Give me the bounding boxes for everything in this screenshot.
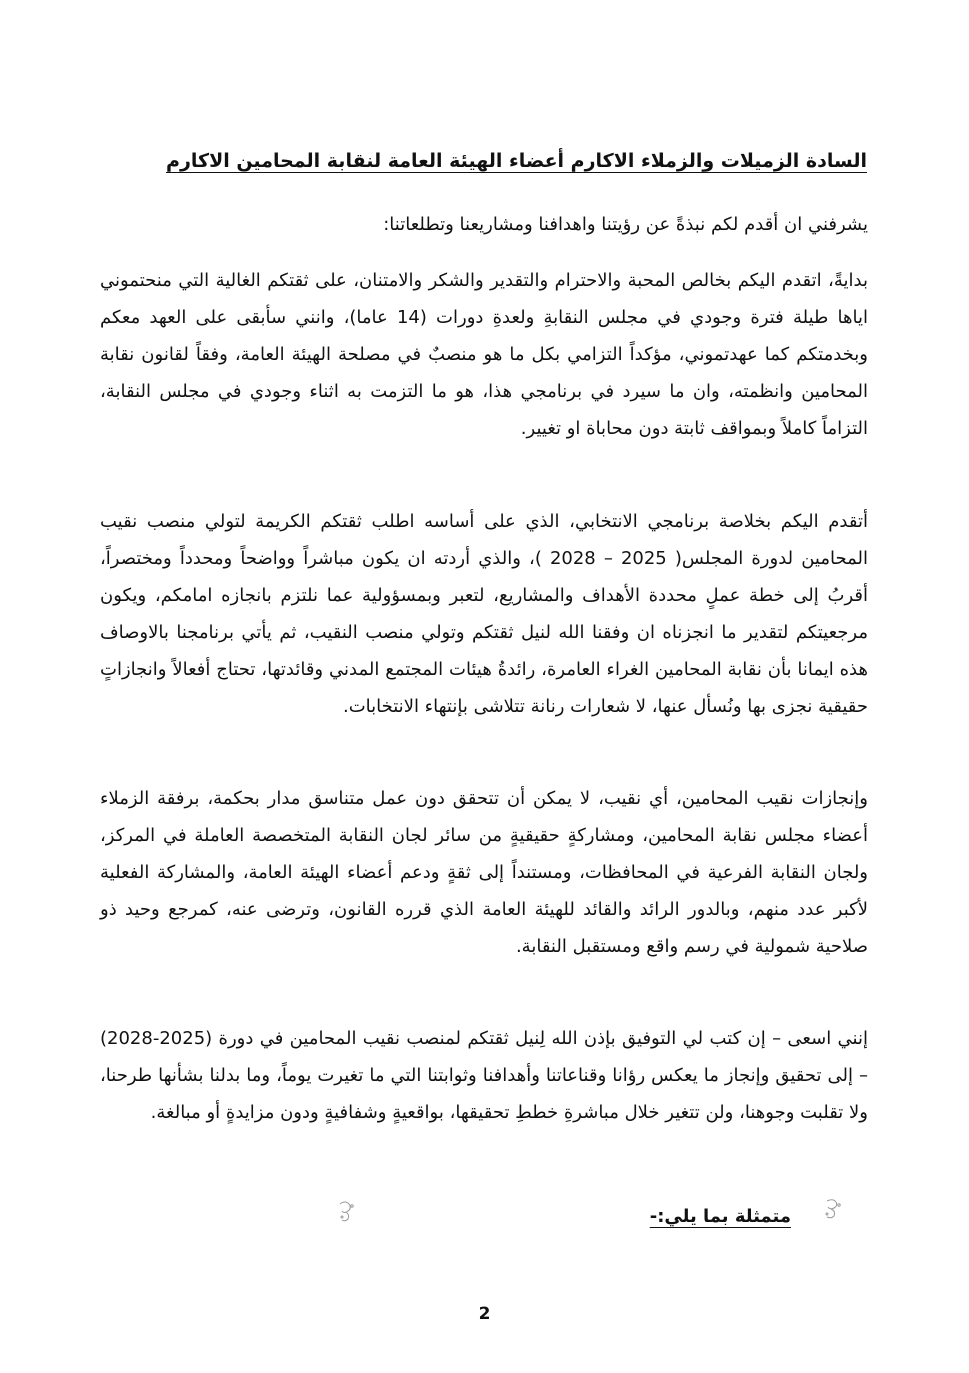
page-number: 2 <box>478 1304 491 1324</box>
document-heading: السادة الزميلات والزملاء الاكارم أعضاء الهيئة العامة لنقابة المحامين الاكارم <box>166 150 867 172</box>
paragraph-3: وإنجازات نقيب المحامين، أي نقيب، لا يمكن أن تتحقق دون عمل متناسق مدار بحكمة، برفقة الزملاء أعضاء مجلس نقابة المحامين، ومشاركةٍ حقيقيةٍ من سائر لجان النقابة المتخصصة العاملة في المركز، ولجان النقابة الفرعية في المحافظات، ومستنداً إلى ثقةٍ ودعم أعضاء الهيئة العامة، والمشاركة الفعلية لأكبر عدد منهم، وبالدور الرائد والقائد للهيئة العامة الذي قرره القانون، وترضى عنه، كمرجع وحيد ذو صلاحية شمولية في رسم واقع ومستقبل النقابة. <box>100 788 868 957</box>
paragraph-2: أتقدم اليكم بخلاصة برنامجي الانتخابي، الذي على أساسه اطلب ثقتكم الكريمة لتولي منصب نقيب المحامين لدورة المجلس( 2025 – 2028 )، والذي أردته ان يكون مباشراً وواضحاً ومحدداً ومختصراً، أقربُ إلى خطة عملٍ محددة الأهداف والمشاريع، لتعبر وبمسؤولية عما نلتزم بانجازه امامكم، ويكون مرجعيتكم لتقدير ما انجزناه ان وفقنا الله لنيل ثقتكم وتولي منصب النقيب، ثم يأتي برنامجنا بالاوصاف هذه ايمانا بأن نقابة المحامين الغراء العامرة، رائدةُ هيئات المجتمع المدني وقائدتها، تحتاج أفعالاً وانجازاتٍ حقيقية نجزى بها ونُسأل عنها، لا شعارات رنانة تتلاشى بإنتهاء الانتخابات. <box>100 511 868 717</box>
faint-mark <box>336 1198 358 1224</box>
closing-line: متمثلة بما يلي:- <box>649 1206 791 1227</box>
faint-mark <box>822 1196 844 1222</box>
paragraph-1: بدايةً، اتقدم اليكم بخالص المحبة والاحترام والتقدير والشكر والامتنان، على ثقتكم الغالية التي منحتموني اياها طيلة فترة وجودي في مجلس النقابةِ ولعدةِ دورات (14 عاما)، وانني سأبقى على العهد معكم وبخدمتكم كما عهدتموني، مؤكداً التزامي بكل ما هو منصبٌ في مصلحة الهيئة العامة، وفقاً لقانون نقابة المحامين وانظمته، وان ما سيرد في برنامجي هذا، هو ما التزمت به اثناء وجودي في مجلس النقابة، التزاماً كاملاً وبمواقف ثابتة دون محاباة او تغيير. <box>100 270 868 439</box>
paragraph-4: إنني اسعى – إن كتب لي التوفيق بإذن الله لِنيل ثقتكم لمنصب نقيب المحامين في دورة (2025-2028) – إلى تحقيق وإنجاز ما يعكس رؤانا وقناعاتنا وأهدافنا وثوابتنا التي ما تغيرت يوماً، وما بدلنا بشأنها طرحنا، ولا تقلبت وجوهنا، ولن تتغير خلال مباشرةِ خططِ تحقيقها، بواقعيةٍ وشفافيةٍ ودون مزايدةٍ أو مبالغة. <box>100 1028 868 1123</box>
intro-line: يشرفني ان أقدم لكم نبذةً عن رؤيتنا واهدافنا ومشاريعنا وتطلعاتنا: <box>383 214 868 235</box>
